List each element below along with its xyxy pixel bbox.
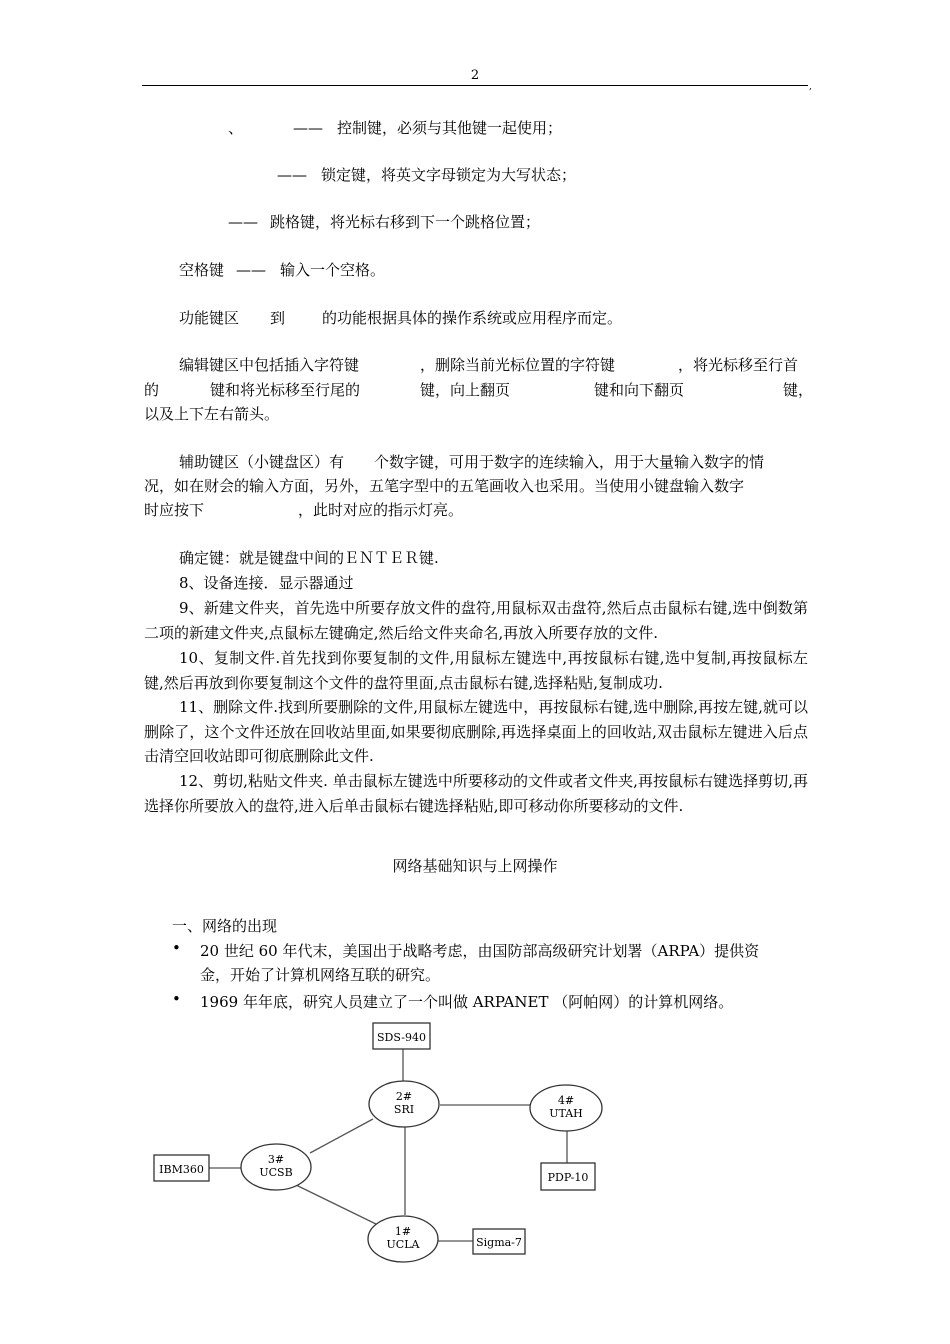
node-utah xyxy=(530,1085,602,1131)
node-ucsb-number: 3# xyxy=(267,1153,285,1166)
caps-dash: —— xyxy=(277,166,307,184)
pdp10-label: PDP-10 xyxy=(547,1171,589,1184)
edit-line1-a: 编辑键区中包括插入字符键 xyxy=(179,356,360,374)
item-10: 10、复制文件.首先找到你要复制的文件,用鼠标左键选中,再按鼠标右键,选中复制,再按鼠标左键,然后再放到你要复制这个文件的盘符里面,点击鼠标右键,选择粘贴,复制成功. xyxy=(144,649,808,692)
node-ucla-name: UCLA xyxy=(386,1238,420,1251)
node-sri-name: SRI xyxy=(393,1103,415,1116)
node-utah-number: 4# xyxy=(557,1094,575,1107)
arpanet-diagram xyxy=(140,1015,620,1275)
edit-line3: 以及上下左右箭头。 xyxy=(144,405,280,423)
func-to: 到 xyxy=(270,309,286,327)
bullet-2-line1: 1969 年年底，研究人员建立了一个叫做 ARPANET （阿帕网）的计算机网络。 xyxy=(200,993,734,1011)
node-sri-number: 2# xyxy=(395,1090,413,1103)
item-11: 11、删除文件.找到所要删除的文件,用鼠标左键选中，再按鼠标右键,选中删除,再按左键,就可以删除了，这个文件还放在回收站里面,如果要彻底删除,再选择桌面上的回收站,双击鼠标左键进入后点击清空回收站即可彻底删除此文件. xyxy=(144,698,808,765)
edit-line1-b: ，删除当前光标位置的字符键 xyxy=(420,356,616,374)
node-ucsb xyxy=(241,1144,311,1190)
edit-line2-c: 键，向上翻页 xyxy=(420,381,511,399)
ctrl-separator: 、 xyxy=(228,119,244,137)
space-dash: —— xyxy=(236,261,266,279)
numpad-line1-a: 辅助键区（小键盘区）有 xyxy=(179,453,345,471)
space-label: 空格键 xyxy=(179,261,225,279)
sds940-label: SDS-940 xyxy=(376,1031,427,1044)
func-label: 功能键区 xyxy=(179,309,240,327)
ibm360-box xyxy=(154,1155,209,1181)
edit-line2-b: 键和将光标移至行尾的 xyxy=(210,381,361,399)
enter-key-line: 确定键：就是键盘中间的ＥＮＴＥＲ键. xyxy=(179,549,439,567)
node-ucla-number: 1# xyxy=(394,1225,412,1238)
ctrl-text: 控制键，必须与其他键一起使用； xyxy=(337,119,563,137)
caps-text: 锁定键，将英文字母锁定为大写状态； xyxy=(321,166,577,184)
edge-sri-ucsb xyxy=(310,1119,373,1153)
header-rule xyxy=(142,85,808,86)
edit-line2-a: 的 xyxy=(144,381,160,399)
subsection-heading: 一、网络的出现 xyxy=(172,917,278,935)
section-title: 网络基础知识与上网操作 xyxy=(392,857,558,875)
sds940-box xyxy=(373,1023,430,1049)
numpad-line3-a: 时应按下 xyxy=(144,501,205,519)
bullet-1-line2: 金，开始了计算机网络互联的研究。 xyxy=(200,966,441,984)
item-12: 12、剪切,粘贴文件夹. 单击鼠标左键选中所要移动的文件或者文件夹,再按鼠标右键选择剪切,再选择你所要放入的盘符,进入后单击鼠标右键选择粘贴,即可移动你所要移动的文件. xyxy=(144,772,808,815)
sigma7-label: Sigma-7 xyxy=(476,1236,522,1249)
ibm360-label: IBM360 xyxy=(159,1163,204,1176)
page-number: 2 xyxy=(470,68,480,83)
numpad-line1-b: 个数字键，可用于数字的连续输入，用于大量输入数字的情 xyxy=(374,453,765,471)
edit-line2-e: 键， xyxy=(783,381,814,399)
numpad-line3-b: ，此时对应的指示灯亮。 xyxy=(298,501,464,519)
tab-text: 跳格键，将光标右移到下一个跳格位置； xyxy=(270,213,541,231)
bullet-1-line1: 20 世纪 60 年代末，美国出于战略考虑，由国防部高级研究计划署（ARPA）提供资 xyxy=(200,942,760,960)
func-text: 的功能根据具体的操作系统或应用程序而定。 xyxy=(322,309,623,327)
ctrl-dash: —— xyxy=(293,119,323,137)
edge-ucsb-ucla xyxy=(296,1185,378,1225)
tab-dash: —— xyxy=(228,213,258,231)
node-utah-name: UTAH xyxy=(549,1107,583,1120)
numpad-line2: 况，如在财会的输入方面，另外，五笔字型中的五笔画收入也采用。当使用小键盘输入数字 xyxy=(144,477,745,495)
node-ucsb-name: UCSB xyxy=(259,1166,293,1179)
bullet-dot-icon: • xyxy=(172,939,181,957)
bullet-dot-icon: • xyxy=(172,990,181,1008)
node-sri xyxy=(369,1081,439,1127)
item-8: 8、设备连接．显示器通过 xyxy=(179,574,354,592)
item-9: 9、新建文件夹，首先选中所要存放文件的盘符,用鼠标双击盘符,然后点击鼠标右键,选中倒数第二项的新建文件夹,点鼠标左键确定,然后给文件夹命名,再放入所要存放的文件. xyxy=(144,599,808,642)
pdp10-box xyxy=(541,1163,595,1190)
edit-line2-d: 键和向下翻页 xyxy=(594,381,685,399)
sigma7-box xyxy=(473,1229,525,1254)
space-text: 输入一个空格。 xyxy=(280,261,386,279)
node-ucla xyxy=(368,1216,438,1262)
header-rule-mark: , xyxy=(809,82,812,92)
edit-line1-c: ，将光标移至行首 xyxy=(678,356,799,374)
